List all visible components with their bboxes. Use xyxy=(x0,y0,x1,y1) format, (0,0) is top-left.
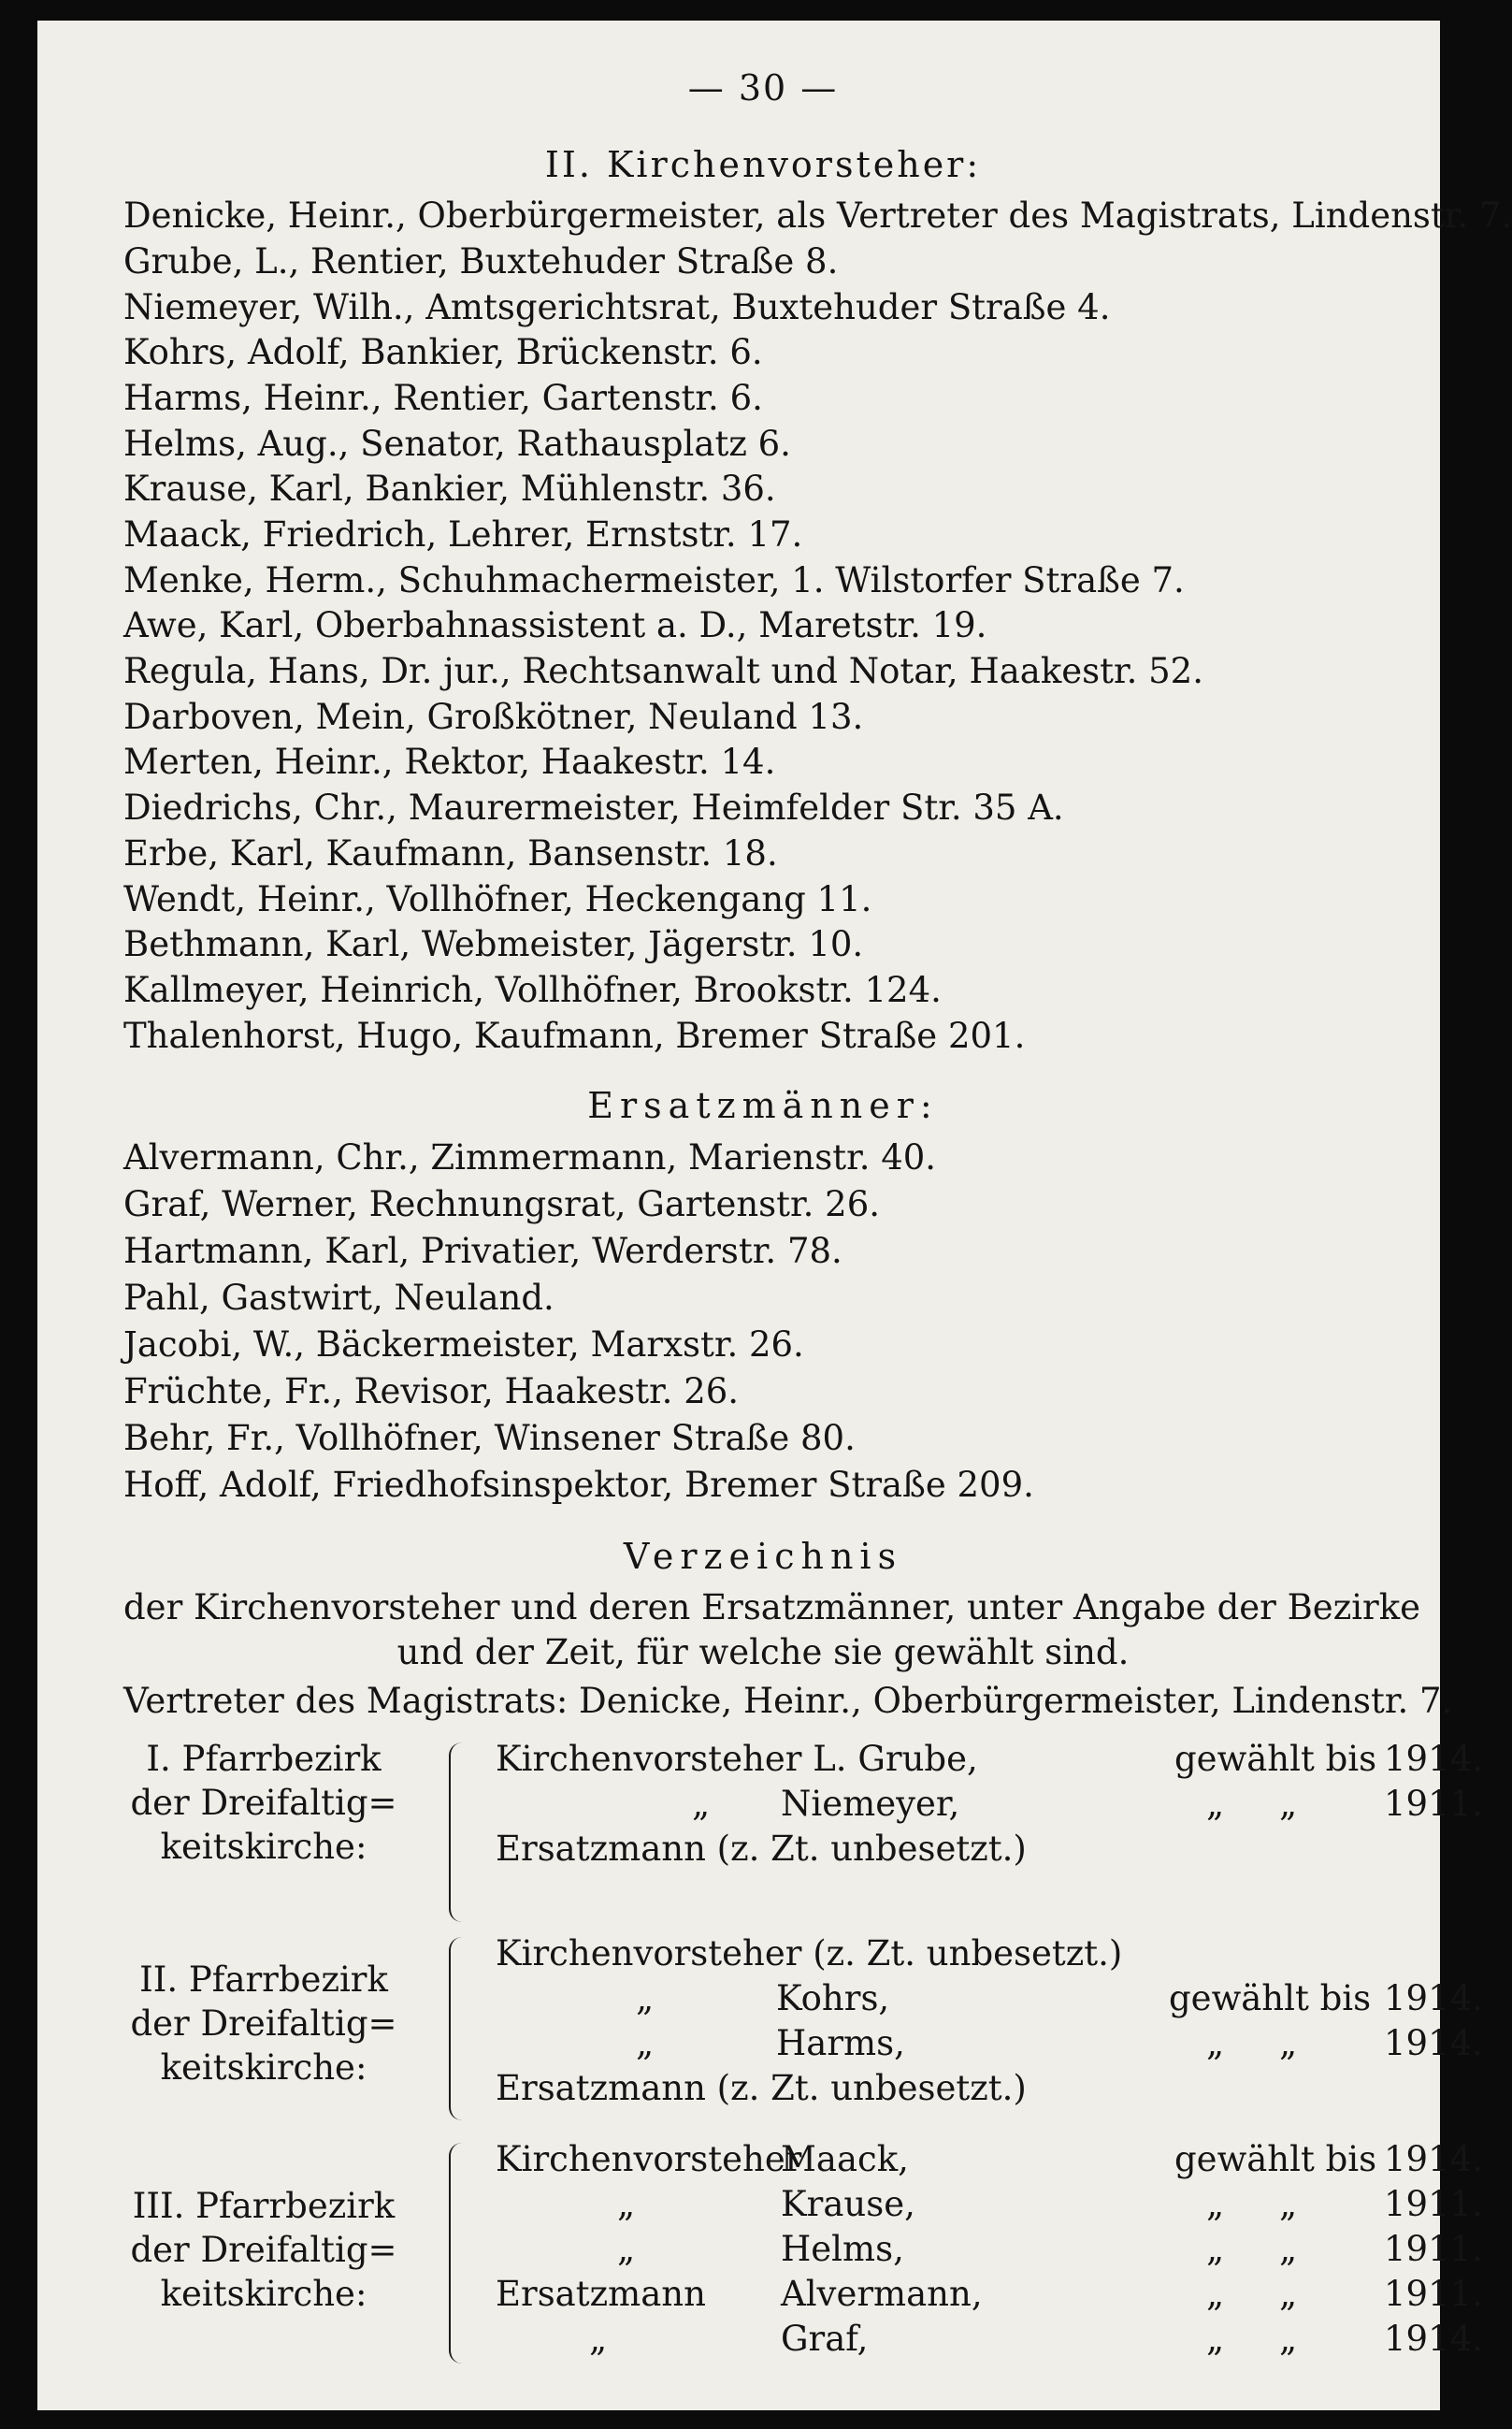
list-item: Früchte, Fr., Revisor, Haakestr. 26. xyxy=(123,1370,740,1411)
list-item: Merten, Heinr., Rektor, Haakestr. 14. xyxy=(123,742,776,783)
district-name: II. Pfarrbezirk der Dreifaltig= keitskirche: xyxy=(130,1959,397,2089)
list-item: Alvermann, Chr., Zimmermann, Marienstr. 40. xyxy=(123,1136,937,1178)
section-title-kirchenvorsteher: II. Kirchenvorsteher: xyxy=(544,143,982,185)
list-item: Menke, Herm., Schuhmachermeister, 1. Wilstorfer Straße 7. xyxy=(123,559,1185,600)
list-item: Darboven, Mein, Großkötner, Neuland 13. xyxy=(123,696,864,737)
list-item: Hartmann, Karl, Privatier, Werderstr. 78. xyxy=(123,1230,842,1271)
magistrat-line: Vertreter des Magistrats: Denicke, Heinr., Oberbürgermeister, Lindenstr. 7. xyxy=(123,1681,1453,1722)
list-item: Kohrs, Adolf, Bankier, Brückenstr. 6. xyxy=(123,332,763,373)
list-item: Denicke, Heinr., Oberbürgermeister, als Vertreter des Magistrats, Lindenstr. 7. xyxy=(123,195,1512,237)
district-row: Kirchenvorsteher L. Grube, gewählt bis 1914. xyxy=(496,1739,1483,1780)
list-item: Kallmeyer, Heinrich, Vollhöfner, Brookstr. 124. xyxy=(123,969,942,1010)
district-row: Ersatzmann (z. Zt. unbesetzt.) xyxy=(496,2068,1027,2109)
district-row: „ Niemeyer, „ „ 1911. xyxy=(692,1784,1483,1825)
list-item: Graf, Werner, Rechnungsrat, Gartenstr. 26. xyxy=(123,1183,881,1224)
list-item: Harms, Heinr., Rentier, Gartenstr. 6. xyxy=(123,377,763,418)
district-row: „ Graf, „ „ 1914. xyxy=(589,2319,1483,2360)
brace-divider xyxy=(449,2143,464,2364)
section-title-ersatzmaenner: Ersatzmänner: xyxy=(587,1085,939,1127)
district-row: Ersatzmann (z. Zt. unbesetzt.) xyxy=(496,1829,1027,1870)
list-item: Krause, Karl, Bankier, Mühlenstr. 36. xyxy=(123,469,776,510)
district-name: III. Pfarrbezirk der Dreifaltig= keitskirche: xyxy=(130,2186,397,2315)
ersatzmaenner-list xyxy=(123,1137,1403,1511)
district-name: I. Pfarrbezirk der Dreifaltig= keitskirche: xyxy=(130,1739,397,1868)
district-1 xyxy=(123,1739,1483,1922)
list-item: Maack, Friedrich, Lehrer, Ernststr. 17. xyxy=(123,514,803,555)
list-item: Bethmann, Karl, Webmeister, Jägerstr. 10. xyxy=(123,924,864,965)
verzeichnis-subtitle xyxy=(123,1587,1421,1677)
kirchenvorsteher-list xyxy=(123,195,1512,1061)
district-row: Kirchenvorsteher (z. Zt. unbesetzt.) xyxy=(496,1933,1123,1974)
district-2 xyxy=(123,1933,1483,2120)
subtitle-line: und der Zeit, für welche sie gewählt sind. xyxy=(396,1632,1130,1673)
brace-divider xyxy=(449,1742,464,1922)
list-item: Diedrichs, Chr., Maurermeister, Heimfelder Str. 35 A. xyxy=(123,788,1064,829)
list-item: Awe, Karl, Oberbahnassistent a. D., Maretstr. 19. xyxy=(123,605,987,646)
list-item: Niemeyer, Wilh., Amtsgerichtsrat, Buxtehuder Straße 4. xyxy=(123,286,1111,327)
page-number: — 30 — xyxy=(687,67,839,108)
brace-divider xyxy=(449,1937,464,2120)
list-item: Jacobi, W., Bäckermeister, Marxstr. 26. xyxy=(123,1323,804,1365)
list-item: Thalenhorst, Hugo, Kaufmann, Bremer Straße 201. xyxy=(123,1015,1026,1056)
district-row: „ Kohrs, gewählt bis 1914. xyxy=(636,1978,1483,2019)
verzeichnis-title: Verzeichnis xyxy=(623,1535,903,1577)
book-page xyxy=(37,21,1512,2410)
district-row: Kirchenvorsteher Maack, gewählt bis 1914. xyxy=(496,2139,1483,2180)
district-3 xyxy=(123,2139,1483,2364)
subtitle-line: der Kirchenvorsteher und deren Ersatzmänner, unter Angabe der Bezirke xyxy=(123,1587,1421,1628)
district-row: „ Harms, „ „ 1914. xyxy=(636,2023,1483,2064)
list-item: Hoff, Adolf, Friedhofsinspektor, Bremer Straße 209. xyxy=(123,1464,1034,1505)
list-item: Pahl, Gastwirt, Neuland. xyxy=(123,1277,554,1318)
district-row: „ Helms, „ „ 1911. xyxy=(617,2229,1483,2270)
district-row: „ Krause, „ „ 1911. xyxy=(617,2184,1483,2225)
list-item: Regula, Hans, Dr. jur., Rechtsanwalt und Notar, Haakestr. 52. xyxy=(123,651,1203,692)
district-row: Ersatzmann Alvermann, „ „ 1911. xyxy=(496,2274,1483,2315)
list-item: Grube, L., Rentier, Buxtehuder Straße 8. xyxy=(123,240,839,282)
list-item: Helms, Aug., Senator, Rathausplatz 6. xyxy=(123,423,791,464)
list-item: Erbe, Karl, Kaufmann, Bansenstr. 18. xyxy=(123,832,778,874)
list-item: Behr, Fr., Vollhöfner, Winsener Straße 80. xyxy=(123,1417,856,1458)
list-item: Wendt, Heinr., Vollhöfner, Heckengang 11. xyxy=(123,878,872,919)
